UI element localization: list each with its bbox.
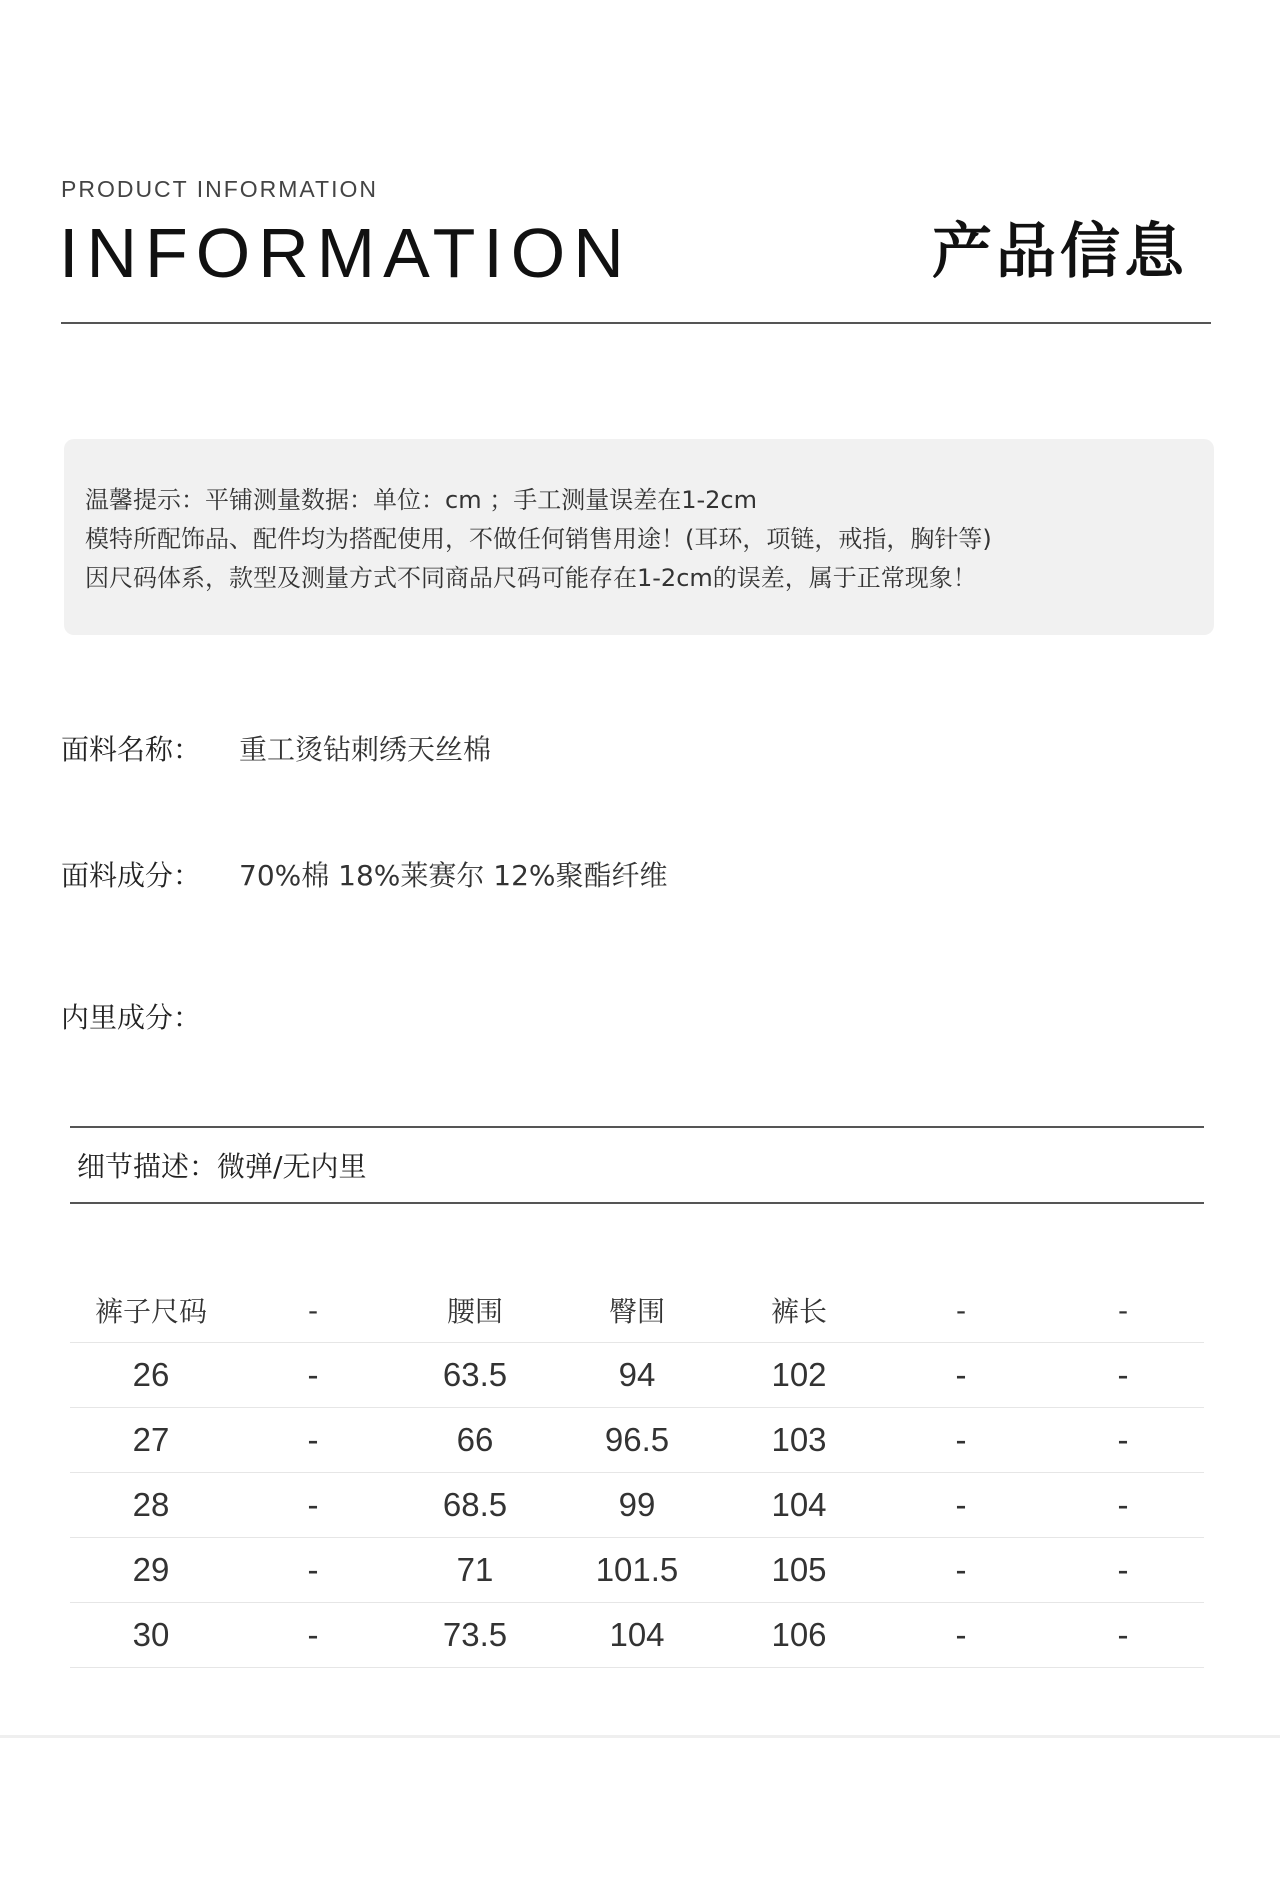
size-table — [70, 1278, 1204, 1668]
notice-box — [64, 439, 1214, 635]
detail-label: 细节描述： — [77, 1150, 218, 1183]
header-divider — [61, 322, 1211, 324]
table-cell: 68.5 — [394, 1473, 556, 1538]
detail-value: 微弹/无内里 — [217, 1150, 367, 1183]
table-cell: 30 — [70, 1603, 232, 1668]
header-cell: 臀围 — [556, 1278, 718, 1343]
table-cell: - — [1042, 1538, 1204, 1603]
table-cell: - — [232, 1408, 394, 1473]
table-cell: 102 — [718, 1343, 880, 1408]
table-cell: - — [232, 1538, 394, 1603]
header-cell: 腰围 — [394, 1278, 556, 1343]
notice-line: 温馨提示：平铺测量数据：单位：cm ；手工测量误差在1-2cm — [85, 486, 757, 514]
table-cell: - — [1042, 1408, 1204, 1473]
bottom-divider — [0, 1735, 1280, 1738]
fabric-name-row — [61, 733, 492, 766]
table-cell: - — [880, 1473, 1042, 1538]
table-cell: - — [880, 1538, 1042, 1603]
table-cell: 28 — [70, 1473, 232, 1538]
fabric-name-value: 重工烫钻刺绣天丝棉 — [239, 733, 492, 766]
fabric-name-label: 面料名称： — [61, 733, 202, 766]
table-cell: 94 — [556, 1343, 718, 1408]
table-cell: - — [1042, 1343, 1204, 1408]
table-cell: 71 — [394, 1538, 556, 1603]
table-cell: 29 — [70, 1538, 232, 1603]
lining-row — [61, 1001, 239, 1034]
fabric-composition-value: 70%棉 18%莱赛尔 12%聚酯纤维 — [239, 859, 668, 892]
table-cell: - — [232, 1473, 394, 1538]
table-cell: 99 — [556, 1473, 718, 1538]
table-cell: - — [232, 1603, 394, 1668]
fabric-composition-label: 面料成分： — [61, 859, 202, 892]
page-title-en: INFORMATION — [59, 214, 632, 292]
notice-line: 因尺码体系，款型及测量方式不同商品尺码可能存在1-2cm的误差，属于正常现象！ — [85, 564, 977, 592]
table-cell: 104 — [556, 1603, 718, 1668]
table-cell: - — [880, 1603, 1042, 1668]
table-cell: - — [880, 1343, 1042, 1408]
table-row — [70, 1538, 1204, 1603]
table-row — [70, 1603, 1204, 1668]
table-cell: 96.5 — [556, 1408, 718, 1473]
lining-label: 内里成分： — [61, 1001, 202, 1034]
table-cell: 26 — [70, 1343, 232, 1408]
table-row — [70, 1473, 1204, 1538]
header-cell: - — [1042, 1278, 1204, 1343]
table-cell: 103 — [718, 1408, 880, 1473]
table-cell: 101.5 — [556, 1538, 718, 1603]
table-cell: 104 — [718, 1473, 880, 1538]
size-table-header-row — [70, 1278, 1204, 1343]
table-cell: 73.5 — [394, 1603, 556, 1668]
header-cell: 裤长 — [718, 1278, 880, 1343]
header-cell: 裤子尺码 — [70, 1278, 232, 1343]
table-cell: - — [1042, 1473, 1204, 1538]
table-cell: 66 — [394, 1408, 556, 1473]
table-cell: - — [880, 1408, 1042, 1473]
header-cell: - — [880, 1278, 1042, 1343]
table-row — [70, 1408, 1204, 1473]
header-cell: - — [232, 1278, 394, 1343]
table-cell: 63.5 — [394, 1343, 556, 1408]
table-cell: 106 — [718, 1603, 880, 1668]
table-cell: - — [232, 1343, 394, 1408]
notice-line: 模特所配饰品、配件均为搭配使用，不做任何销售用途！(耳环，项链，戒指，胸针等) — [85, 525, 992, 553]
table-cell: 105 — [718, 1538, 880, 1603]
page-title-cn: 产品信息 — [932, 217, 1188, 287]
fabric-composition-row — [61, 859, 668, 892]
table-cell: - — [1042, 1603, 1204, 1668]
table-row — [70, 1343, 1204, 1408]
table-cell: 27 — [70, 1408, 232, 1473]
subtitle-en: PRODUCT INFORMATION — [61, 176, 378, 202]
detail-row — [70, 1126, 1204, 1204]
